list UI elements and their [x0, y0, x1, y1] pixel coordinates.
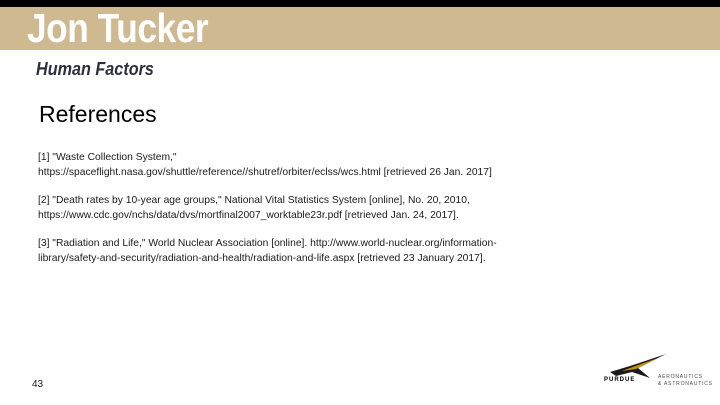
slide-subtitle: Human Factors — [36, 59, 154, 79]
logo-department-line1: AERONAUTICS — [658, 374, 703, 380]
logo-department — [658, 374, 713, 388]
logo-department-line2: & ASTRONAUTICS — [658, 381, 713, 387]
purdue-logo — [604, 352, 718, 392]
reference-item-2: [2] "Death rates by 10-year age groups," National Vital Statistics System [online], No. 20, 2010, https://www.cdc.gov/nchs/data/dvs/mortfinal2007_worktable23r.pdf [retrieved Jan. 24, 2017]. — [38, 195, 470, 221]
logo-wordmark: PURDUE — [604, 377, 636, 383]
page-title: References — [39, 101, 157, 127]
reference-item-3: [3] "Radiation and Life," World Nuclear Association [online]. http://www.world-nuclear.org/information-library/safety-and-security/radiation-and-health/radiation-and-life.aspx [retrieved 23 January 2017]. — [38, 238, 497, 264]
reference-item-1: [1] "Waste Collection System," https://spaceflight.nasa.gov/shuttle/reference//shutref/orbiter/eclss/wcs.html [retrieved 26 Jan. 2017] — [38, 152, 492, 178]
slide-number: 43 — [32, 379, 44, 390]
reference-list — [38, 150, 513, 279]
presenter-name: Jon Tucker — [27, 5, 209, 51]
